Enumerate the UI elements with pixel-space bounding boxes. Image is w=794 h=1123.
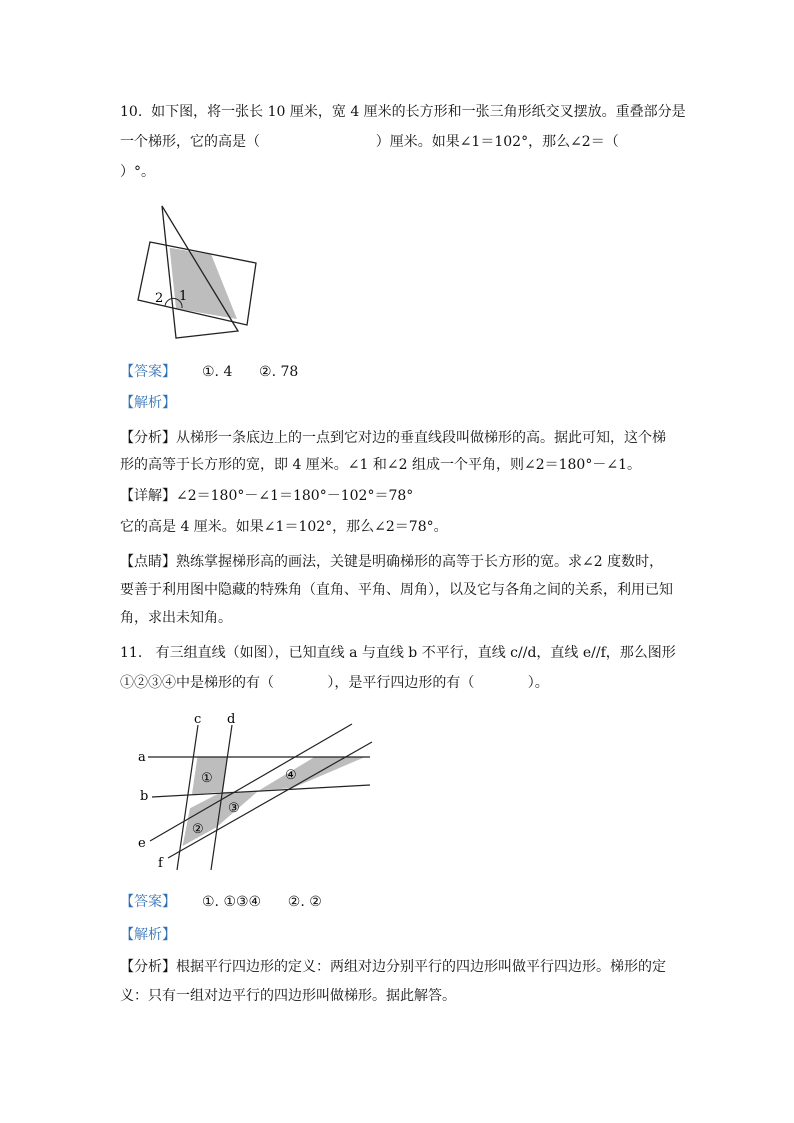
q10-fenxi-line1 — [120, 428, 666, 448]
q11-text-line1: 11. 有三组直线（如图），已知直线 a 与直线 b 不平行，直线 c//d，直线 e//f，那么图形 — [120, 645, 676, 661]
fenxi-tag: 【分析】 — [120, 430, 176, 446]
answer-tag: 【答案】 — [120, 364, 176, 380]
answer-tag: 【答案】 — [120, 894, 176, 910]
fenxi-text: 从梯形一条底边上的一点到它对边的垂直线段叫做梯形的高。据此可知，这个梯 — [176, 430, 666, 446]
label-b: b — [140, 789, 149, 804]
q10-dianjing-line1 — [120, 552, 663, 572]
q11-fenxi-line1 — [120, 957, 666, 977]
q10-conclusion: 它的高是 4 厘米。如果∠1＝102°，那么∠2＝78°。 — [120, 519, 448, 535]
q10-dianjing-line3: 角，求出未知角。 — [120, 610, 232, 626]
answer-text: ①. 4 ②. 78 — [202, 364, 299, 380]
q11-figure — [130, 710, 390, 875]
region-2-label: ② — [192, 822, 204, 837]
region-1-label: ① — [201, 771, 213, 786]
region-4-label: ④ — [285, 768, 297, 783]
answer-text: ①. ①③④ ②. ② — [202, 894, 322, 910]
line-c — [177, 725, 198, 870]
fenxi-tag: 【分析】 — [120, 959, 176, 975]
q10-answer — [120, 362, 298, 382]
label-f: f — [158, 856, 163, 871]
xiangjie-tag: 【详解】 — [120, 488, 176, 504]
q11-answer — [120, 892, 322, 912]
q10-xiangjie — [120, 486, 413, 506]
overlap-trapezoid — [170, 248, 237, 319]
dianjing-text: 熟练掌握梯形高的画法，关键是明确梯形的高等于长方形的宽。求∠2 度数时， — [176, 554, 664, 570]
label-e: e — [138, 836, 146, 851]
angle1-label: 1 — [179, 289, 188, 304]
line-b — [152, 785, 370, 797]
label-c: c — [194, 712, 202, 727]
q10-dianjing-line2: 要善于利用图中隐藏的特殊角（直角、平角、周角），以及它与各角之间的关系，利用已知 — [120, 582, 673, 598]
xiangjie-text: ∠2＝180°－∠1＝180°－102°＝78° — [176, 488, 414, 504]
q11-analysis-tag: 【解析】 — [120, 927, 176, 943]
fenxi-text: 根据平行四边形的定义：两组对边分别平行的四边形叫做平行四边形。梯形的定 — [176, 959, 666, 975]
line-e — [150, 724, 352, 841]
q10-text-line2: 一个梯形，它的高是（ ）厘米。如果∠1＝102°，那么∠2＝（ — [120, 134, 619, 150]
q10-text-line1: 10. 如下图，将一张长 10 厘米，宽 4 厘米的长方形和一张三角形纸交叉摆放。重叠部分是 — [120, 104, 686, 120]
region-4 — [259, 757, 365, 791]
q10-figure — [130, 200, 270, 345]
q11-fenxi-line2: 义：只有一组对边平行的四边形叫做梯形。据此解答。 — [120, 988, 456, 1004]
dianjing-tag: 【点睛】 — [120, 554, 176, 570]
q10-fenxi-line2: 形的高等于长方形的宽，即 4 厘米。∠1 和∠2 组成一个平角，则∠2＝180°－∠1。 — [120, 457, 641, 473]
region-3-label: ③ — [228, 801, 240, 816]
angle2-label: 2 — [155, 291, 164, 306]
q10-text-line3: ）°。 — [120, 164, 155, 180]
label-d: d — [227, 712, 236, 727]
q10-analysis-tag: 【解析】 — [120, 395, 176, 411]
label-a: a — [138, 750, 146, 765]
q11-text-line2: ①②③④中是梯形的有（ ），是平行四边形的有（ ）。 — [120, 675, 549, 691]
